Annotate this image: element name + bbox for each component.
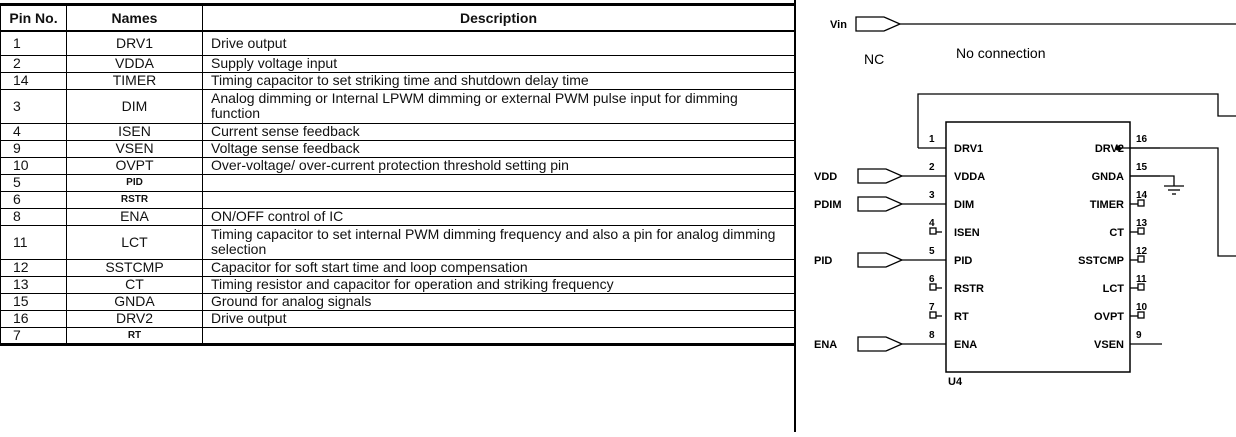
drv1-wire <box>918 94 1236 148</box>
pin-name-label: DRV2 <box>1094 143 1124 155</box>
header-names: Names <box>67 5 203 32</box>
table-header-row <box>1 5 795 32</box>
pinout-diagram <box>798 0 1236 432</box>
pin-description-cell: Voltage sense feedback <box>203 140 795 157</box>
pin-name-cell: ISEN <box>67 123 203 140</box>
table-row <box>1 157 795 174</box>
pin-name-label: DRV1 <box>954 143 984 155</box>
pin-name-cell: TIMER <box>67 72 203 89</box>
pin-name-label: VSEN <box>1094 339 1124 351</box>
input-connector-pid <box>858 253 902 267</box>
pin-number-cell: 2 <box>1 55 67 72</box>
table-row <box>1 225 795 259</box>
pin-name-label: TIMER <box>1089 199 1124 211</box>
input-connector-pdim <box>858 197 902 211</box>
pin-description-cell <box>203 191 795 208</box>
pin-name-label: DIM <box>954 199 975 211</box>
pin-description-cell: Timing capacitor to set internal PWM dimming frequency and also a pin for analog dimming selection <box>203 225 795 259</box>
pin-number-cell: 16 <box>1 310 67 327</box>
table-row <box>1 31 795 55</box>
pin-number-label: 4 <box>929 218 935 229</box>
pin-description-cell: Timing resistor and capacitor for operation and striking frequency <box>203 276 795 293</box>
nc-label: NC <box>864 51 885 67</box>
pin-name-cell: OVPT <box>67 157 203 174</box>
pin-number-cell: 4 <box>1 123 67 140</box>
pin-number-label: 15 <box>1136 162 1148 173</box>
pin-number-cell: 6 <box>1 191 67 208</box>
pin-description-cell: Drive output <box>203 310 795 327</box>
pin-name-cell: SSTCMP <box>67 259 203 276</box>
pin-name-label: OVPT <box>1094 311 1124 323</box>
pin-description-cell <box>203 174 795 191</box>
pin-number-label: 10 <box>1136 302 1148 313</box>
input-connector-vdd <box>858 169 902 183</box>
table-row <box>1 55 795 72</box>
pin-number-label: 11 <box>1136 274 1147 285</box>
input-label-pdim: PDIM <box>814 199 842 211</box>
pin-number-label: 2 <box>929 162 935 173</box>
pin-number-label: 9 <box>1136 330 1142 341</box>
pin-name-cell: DIM <box>67 89 203 123</box>
table-row <box>1 140 795 157</box>
table-row <box>1 276 795 293</box>
pin-name-label: VDDA <box>954 171 986 183</box>
pin-name-cell: GNDA <box>67 293 203 310</box>
pin-name-cell: RSTR <box>67 191 203 208</box>
table-row <box>1 327 795 344</box>
pin-name-label: PID <box>954 255 973 267</box>
pin-number-label: 16 <box>1136 134 1148 145</box>
pin-name-label: ENA <box>954 339 978 351</box>
pin-name-cell: VSEN <box>67 140 203 157</box>
vin-label: Vin <box>830 19 847 31</box>
pin-number-label: 1 <box>929 134 935 145</box>
pin-description-cell: Drive output <box>203 31 795 55</box>
pin-name-cell: PID <box>67 174 203 191</box>
pin-number-label: 14 <box>1136 190 1148 201</box>
pinout-diagram-svg <box>798 0 1236 432</box>
nc-text: No connection <box>956 45 1046 61</box>
input-label-pid: PID <box>814 255 833 267</box>
pin-description-cell: ON/OFF control of IC <box>203 208 795 225</box>
pin-name-label: RT <box>954 311 969 323</box>
pin-name-cell: CT <box>67 276 203 293</box>
pin-description-cell: Analog dimming or Internal LPWM dimming or external PWM pulse input for dimming function <box>203 89 795 123</box>
pin-number-cell: 3 <box>1 89 67 123</box>
table-row <box>1 310 795 327</box>
pin-name-cell: VDDA <box>67 55 203 72</box>
table-row <box>1 259 795 276</box>
gnda-wire <box>1130 176 1174 186</box>
pin-name-cell: DRV1 <box>67 31 203 55</box>
ic-body <box>946 122 1130 372</box>
pin-description-cell: Over-voltage/ over-current protection threshold setting pin <box>203 157 795 174</box>
pin-name-cell: RT <box>67 327 203 344</box>
pin-name-label: GNDA <box>1091 171 1124 183</box>
input-connector-ena <box>858 337 902 351</box>
header-pin-no: Pin No. <box>1 5 67 32</box>
pin-description-cell: Timing capacitor to set striking time and shutdown delay time <box>203 72 795 89</box>
pin-number-cell: 8 <box>1 208 67 225</box>
pin-name-label: SSTCMP <box>1078 255 1124 267</box>
pin-name-cell: LCT <box>67 225 203 259</box>
pin-description-cell: Capacitor for soft start time and loop compensation <box>203 259 795 276</box>
pin-number-label: 7 <box>929 302 935 313</box>
pin-name-label: RSTR <box>954 283 984 295</box>
input-label-vdd: VDD <box>814 171 838 183</box>
pin-description-cell: Supply voltage input <box>203 55 795 72</box>
pin-number-cell: 11 <box>1 225 67 259</box>
pin-number-cell: 15 <box>1 293 67 310</box>
table-row <box>1 208 795 225</box>
input-label-ena: ENA <box>814 339 838 351</box>
pin-description-cell <box>203 327 795 344</box>
pin-description-cell: Current sense feedback <box>203 123 795 140</box>
pin-number-label: 3 <box>929 190 935 201</box>
pin-name-label: ISEN <box>954 227 980 239</box>
pin-number-cell: 5 <box>1 174 67 191</box>
table-row <box>1 174 795 191</box>
pin-number-cell: 12 <box>1 259 67 276</box>
pin-name-label: CT <box>1109 227 1124 239</box>
pin-number-label: 12 <box>1136 246 1148 257</box>
pin-number-cell: 10 <box>1 157 67 174</box>
pin-name-cell: DRV2 <box>67 310 203 327</box>
pin-name-cell: ENA <box>67 208 203 225</box>
pin-description-table <box>0 3 795 346</box>
pin-name-label: LCT <box>1102 283 1124 295</box>
pin-number-label: 5 <box>929 246 935 257</box>
vin-connector <box>856 17 900 31</box>
pin-number-label: 8 <box>929 330 935 341</box>
pin-number-cell: 14 <box>1 72 67 89</box>
table-row <box>1 293 795 310</box>
table-row <box>1 123 795 140</box>
table-row <box>1 191 795 208</box>
header-description: Description <box>203 5 795 32</box>
pin-number-label: 6 <box>929 274 935 285</box>
pin-description-cell: Ground for analog signals <box>203 293 795 310</box>
ic-label: U4 <box>948 376 963 388</box>
pin-number-cell: 1 <box>1 31 67 55</box>
table-row <box>1 89 795 123</box>
pin-number-cell: 9 <box>1 140 67 157</box>
pin-number-cell: 7 <box>1 327 67 344</box>
pin-number-label: 13 <box>1136 218 1148 229</box>
pin-number-cell: 13 <box>1 276 67 293</box>
table-row <box>1 72 795 89</box>
